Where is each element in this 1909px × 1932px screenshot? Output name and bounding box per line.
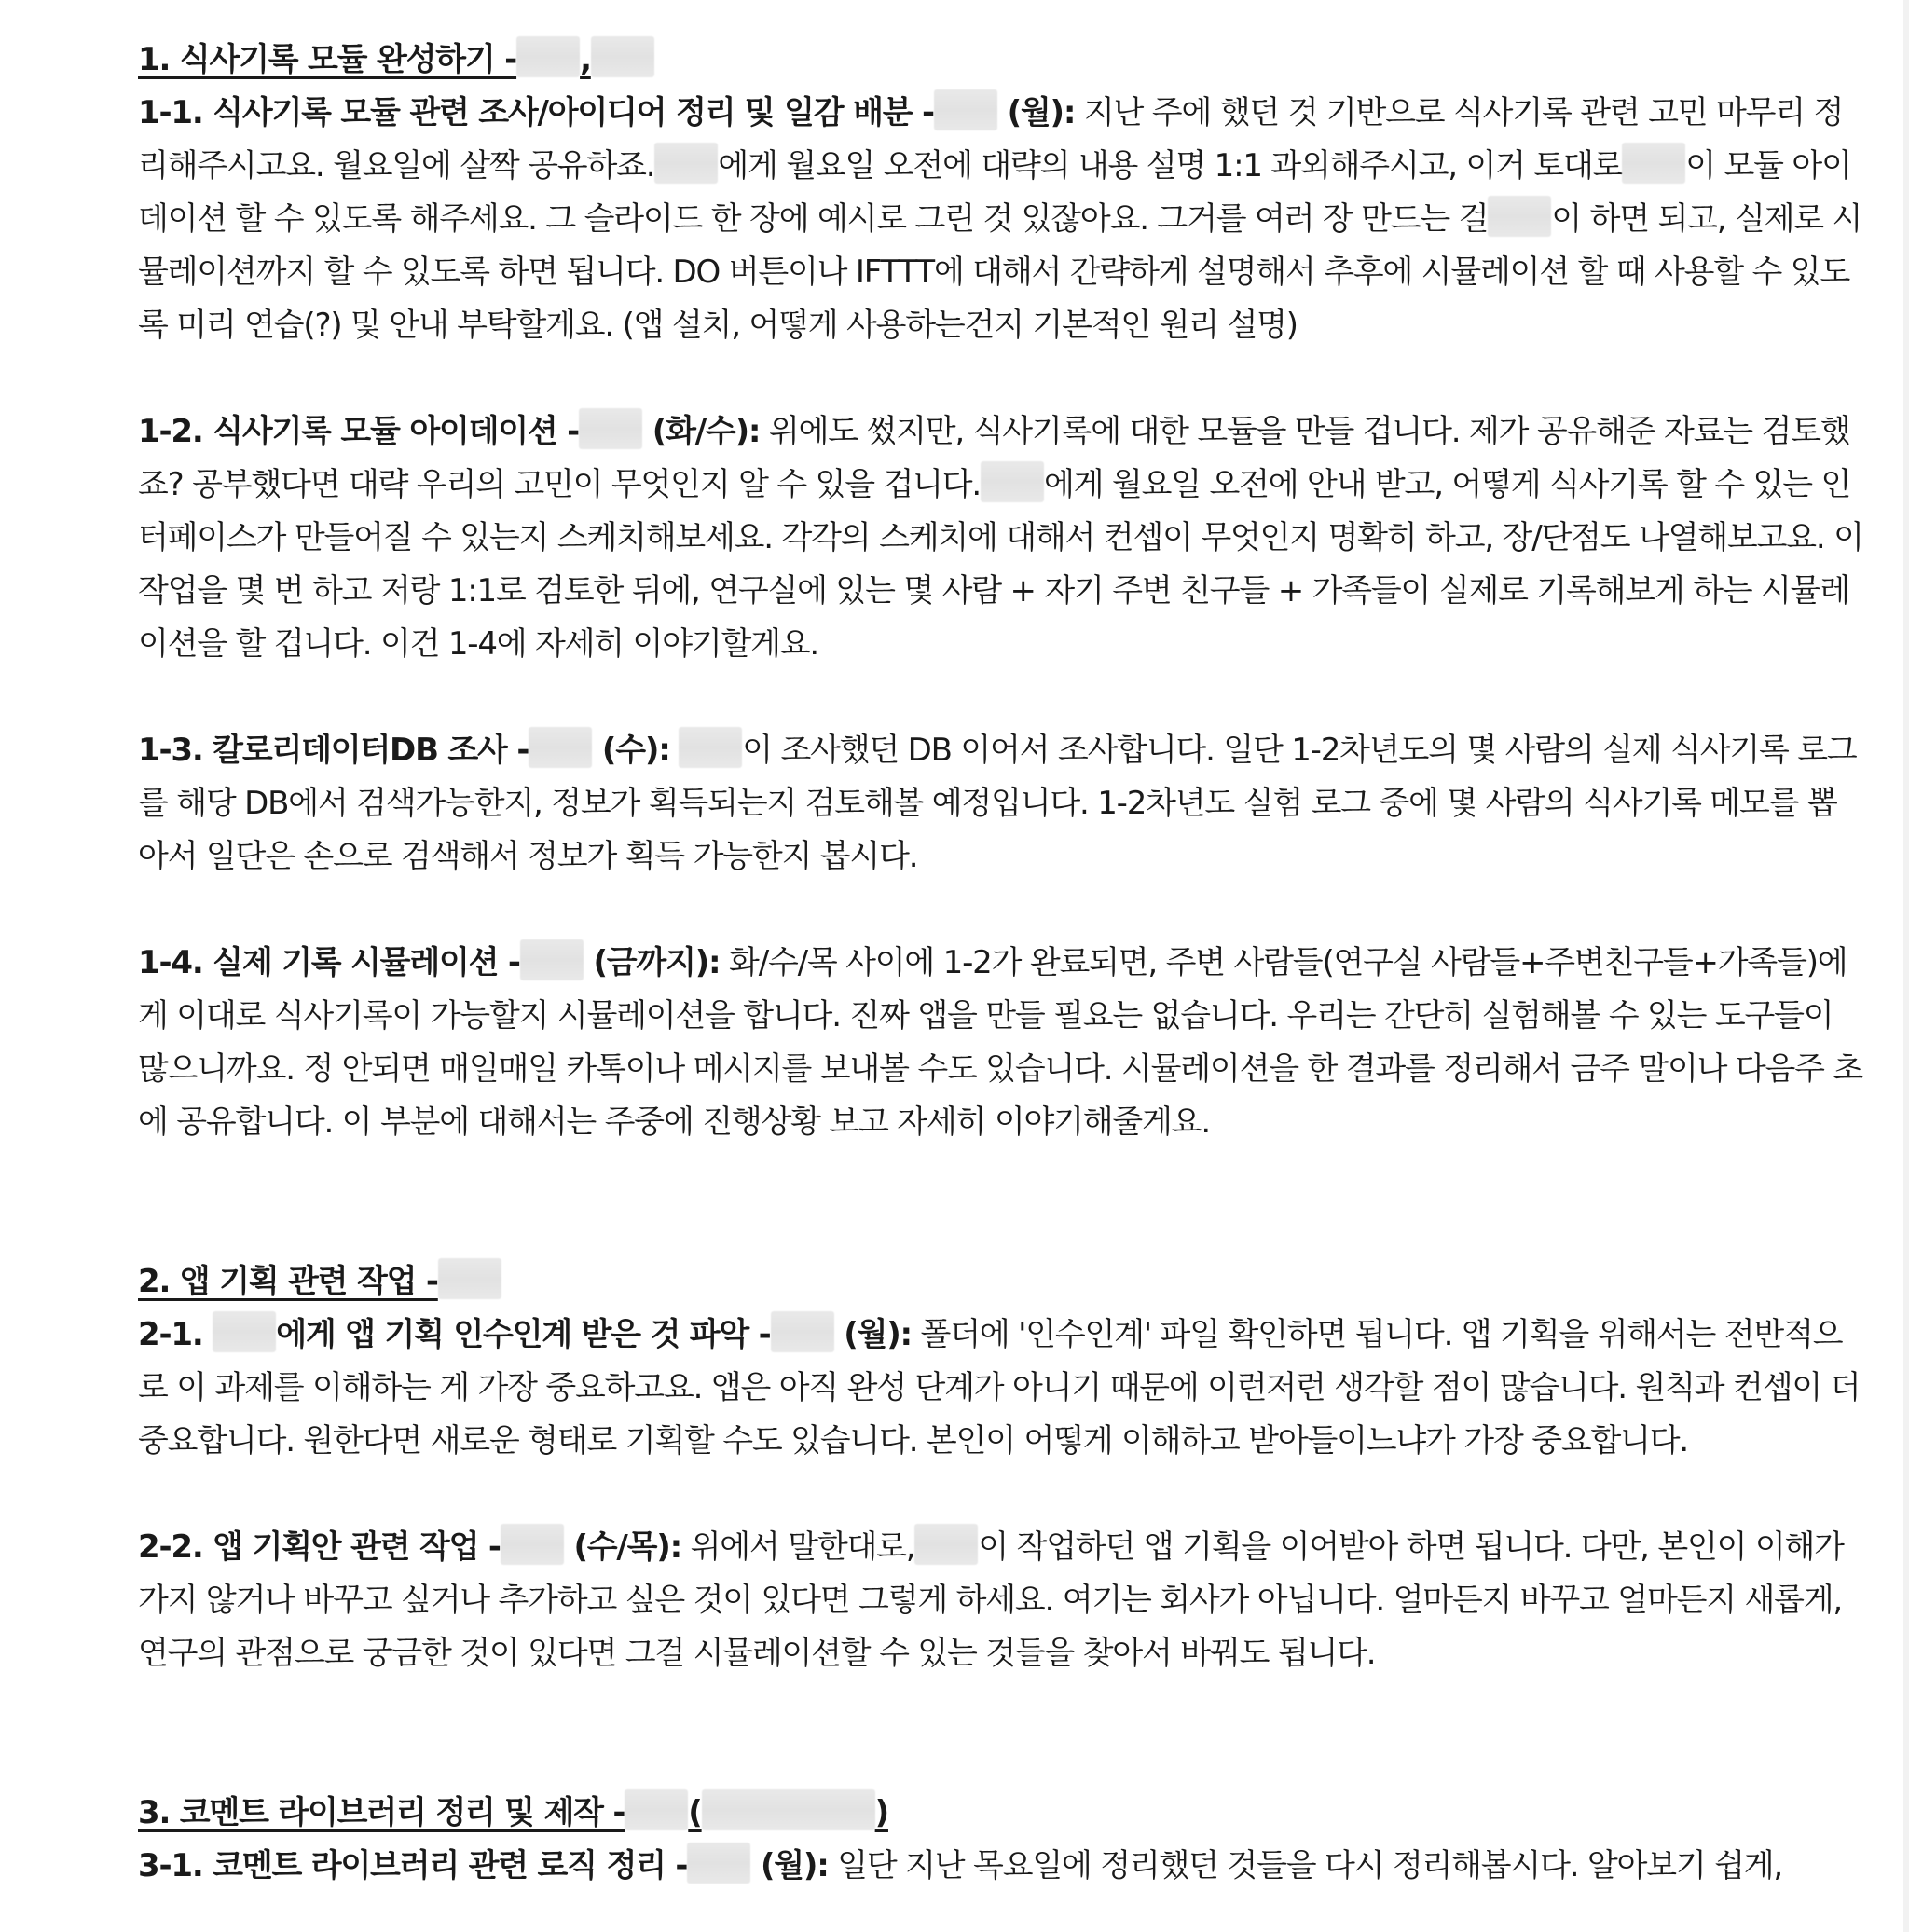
redaction-block <box>654 143 718 184</box>
redaction-block <box>914 1524 978 1565</box>
section-3-title: 3. 코멘트 라이브러리 정리 및 제작 - ( ) <box>138 1787 1864 1840</box>
redaction-block <box>579 408 642 449</box>
redaction-block <box>501 1524 564 1565</box>
redaction-block <box>1488 196 1551 237</box>
section-2-title: 2. 앱 기획 관련 작업 - <box>138 1255 1864 1309</box>
task-1-4-paragraph: 1-4. 실제 기록 시뮬레이션 - (금까지): 화/수/목 사이에 1-2가 완료되면, 주변 사람들(연구실 사람들+주변친구들+가족들)에게 이대로 식사기록이 가능할지 시뮬레이션을 합니다. 진짜 앱을 만들 필요는 없습니다. 우리는 간단히 실험해볼 수 있는 도구들이 많으니까요. 정 안되면 매일매일 카톡이나 메시지를 보내볼 수도 있습니다. 시뮬레이션을 한 결과를 정리해서 금주 말이나 다음주 초에 공유합니다. 이 부분에 대해서는 주중에 진행상황 보고 자세히 이야기해줄게요. <box>138 937 1864 1149</box>
task-1-1-paragraph: 1-1. 식사기록 모듈 관련 조사/아이디어 정리 및 일감 배분 - (월): 지난 주에 했던 것 기반으로 식사기록 관련 고민 마무리 정리해주시고요. 월요일에 살짝 공유하죠. 에게 월요일 오전에 대략의 내용 설명 1:1 과외해주시고, 이거 토대로 이 모듈 아이데이션 할 수 있도록 해주세요. 그 슬라이드 한 장에 예시로 그린 것 있잖아요. 그거를 여러 장 만드는 걸 이 하면 되고, 실제로 시뮬레이션까지 할 수 있도록 하면 됩니다. DO 버튼이나 IFTTT에 대해서 간략하게 설명해서 추후에 시뮬레이션 할 때 사용할 수 있도록 미리 연습(?) 및 안내 부탁할게요. (앱 설치, 어떻게 사용하는건지 기본적인 원리 설명) <box>138 87 1864 352</box>
redaction-block <box>213 1311 276 1352</box>
redaction-block <box>702 1789 875 1830</box>
redaction-block <box>679 727 742 768</box>
document-page <box>138 34 1864 1893</box>
task-1-3-label: 1-3. 칼로리데이터DB 조사 - (수): <box>138 732 670 769</box>
task-1-2-label: 1-2. 식사기록 모듈 아이데이션 - (화/수): <box>138 413 760 450</box>
task-2-1-label: 2-1. 에게 앱 기획 인수인계 받은 것 파악 - (월): <box>138 1316 912 1353</box>
redaction-block <box>529 727 592 768</box>
task-2-2-label: 2-2. 앱 기획안 관련 작업 - (수/목): <box>138 1528 681 1566</box>
task-1-1-label: 1-1. 식사기록 모듈 관련 조사/아이디어 정리 및 일감 배분 - (월): <box>138 94 1075 131</box>
redaction-block <box>1622 143 1685 184</box>
task-1-3-paragraph: 1-3. 칼로리데이터DB 조사 - (수): 이 조사했던 DB 이어서 조사합니다. 일단 1-2차년도의 몇 사람의 실제 식사기록 로그를 해당 DB에서 검색가능한지, 정보가 획득되는지 검토해볼 예정입니다. 1-2차년도 실험 로그 중에 몇 사람의 식사기록 메모를 뽑아서 일단은 손으로 검색해서 정보가 획득 가능한지 봅시다. <box>138 724 1864 884</box>
task-3-1-label: 3-1. 코멘트 라이브러리 관련 로직 정리 - (월): <box>138 1847 829 1884</box>
redaction-block <box>516 36 580 77</box>
redaction-block <box>591 36 654 77</box>
redaction-block <box>981 461 1044 502</box>
task-1-2-paragraph: 1-2. 식사기록 모듈 아이데이션 - (화/수): 위에도 썼지만, 식사기록에 대한 모듈을 만들 겁니다. 제가 공유해준 자료는 검토했죠? 공부했다면 대략 우리의 고민이 무엇인지 알 수 있을 겁니다. 에게 월요일 오전에 안내 받고, 어떻게 식사기록 할 수 있는 인터페이스가 만들어질 수 있는지 스케치해보세요. 각각의 스케치에 대해서 컨셉이 무엇인지 명확히 하고, 장/단점도 나열해보고요. 이 작업을 몇 번 하고 저랑 1:1로 검토한 뒤에, 연구실에 있는 몇 사람 + 자기 주변 친구들 + 가족들이 실제로 기록해보게 하는 시뮬레이션을 할 겁니다. 이건 1-4에 자세히 이야기할게요. <box>138 405 1864 671</box>
task-1-4-label: 1-4. 실제 기록 시뮬레이션 - (금까지): <box>138 944 720 981</box>
task-2-1-paragraph: 2-1. 에게 앱 기획 인수인계 받은 것 파악 - (월): 폴더에 '인수인계' 파일 확인하면 됩니다. 앱 기획을 위해서는 전반적으로 이 과제를 이해하는 게 가장 중요하고요. 앱은 아직 완성 단계가 아니기 때문에 이런저런 생각할 점이 많습니다. 원칙과 컨셉이 더 중요합니다. 원한다면 새로운 형태로 기획할 수도 있습니다. 본인이 어떻게 이해하고 받아들이느냐가 가장 중요합니다. <box>138 1309 1864 1468</box>
section-1-title: 1. 식사기록 모듈 완성하기 - , <box>138 34 1864 87</box>
redaction-block <box>771 1311 834 1352</box>
redaction-block <box>934 89 997 130</box>
task-2-2-paragraph: 2-2. 앱 기획안 관련 작업 - (수/목): 위에서 말한대로, 이 작업하던 앱 기획을 이어받아 하면 됩니다. 다만, 본인이 이해가 가지 않거나 바꾸고 싶거나 추가하고 싶은 것이 있다면 그렇게 하세요. 여기는 회사가 아닙니다. 얼마든지 바꾸고 얼마든지 새롭게, 연구의 관점으로 궁금한 것이 있다면 그걸 시뮬레이션할 수 있는 것들을 찾아서 바꿔도 됩니다. <box>138 1521 1864 1680</box>
redaction-block <box>438 1258 501 1299</box>
task-3-1-paragraph: 3-1. 코멘트 라이브러리 관련 로직 정리 - (월): 일단 지난 목요일에 정리했던 것들을 다시 정리해봅시다. 알아보기 쉽게, <box>138 1840 1864 1893</box>
page-edge <box>1903 0 1909 1932</box>
redaction-block <box>520 939 584 980</box>
redaction-block <box>625 1789 688 1830</box>
redaction-block <box>687 1843 750 1884</box>
